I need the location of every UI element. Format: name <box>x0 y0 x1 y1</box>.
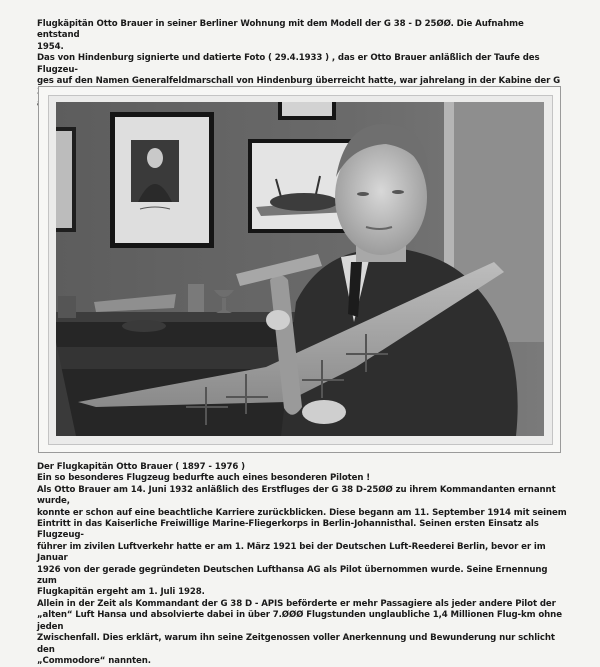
cup <box>188 284 204 312</box>
caption-line: Flugkäpitän Otto Brauer in seiner Berliner Wohnung mit dem Modell der G 38 - D 25ØØ. Die Aufnahme entstand <box>37 19 524 41</box>
hand-right <box>302 400 346 424</box>
caption-line: Als Otto Brauer am 14. Juni 1932 anläßlich des Erstfluges der G 38 D-25ØØ zu ihrem Kommandanten ernannt wurde, <box>37 484 556 507</box>
photograph <box>56 102 544 436</box>
bottom-caption <box>37 462 567 667</box>
caption-line: konnte er schon auf eine beachtliche Karriere zurückblicken. Diese begann am 11. September 1914 mit seinem <box>37 507 567 518</box>
caption-title: Der Flugkapitän Otto Brauer ( 1897 - 1976 ) <box>37 462 246 472</box>
hand-left <box>266 310 290 330</box>
caption-line: führer im zivilen Luftverkehr hatte er am 1. März 1921 bei der Deutschen Luft-Reederei Berlin, bevor er im Januar <box>37 541 546 564</box>
caption-line: 1954. <box>37 41 64 52</box>
caption-line: „Commodore“ nannten. <box>37 655 151 666</box>
cup <box>58 296 76 318</box>
caption-line: Zwischenfall. Dies erklärt, warum ihn seine Zeitgenossen voller Anerkennung und Bewunderung nur schlicht den <box>37 633 555 655</box>
caption-line: Ein so besonderes Flugzeug bedurfte auch eines besonderen Piloten ! <box>37 473 371 484</box>
caption-line: Allein in der Zeit als Kommandant der G 38 D - APIS beförderte er mehr Passagiere als jeder andere Pilot der <box>37 598 556 609</box>
caption-line: Das von Hindenburg signierte und datierte Foto ( 29.4.1933 ) , das er Otto Brauer anläßlich der Taufe des Flugzeu- <box>37 53 540 75</box>
caption-line: Eintritt in das Kaiserliche Freiwillige Marine-Fliegerkorps in Berlin-Johannisthal. Seinen ersten Einsatz als Flugzeug- <box>37 519 539 541</box>
caption-line: 1926 von der gerade gegründeten Deutschen Lufthansa AG als Pilot übernommen wurde. Seine Ernennung zum <box>37 564 548 587</box>
caption-line: Flugkapitän ergeht am 1. Juli 1928. <box>37 587 205 598</box>
photo-illustration <box>56 102 544 436</box>
caption-line: „alten“ Luft Hansa und absolvierte dabei in über 7.ØØØ Flugstunden unglaubliche 1,4 Millionen Flug-km ohne jeden <box>37 610 562 632</box>
caption-line: ges auf den Namen Generalfeldmarschall von Hindenburg überreicht hatte, war jahrelang in der Kabine der G <box>37 76 561 87</box>
